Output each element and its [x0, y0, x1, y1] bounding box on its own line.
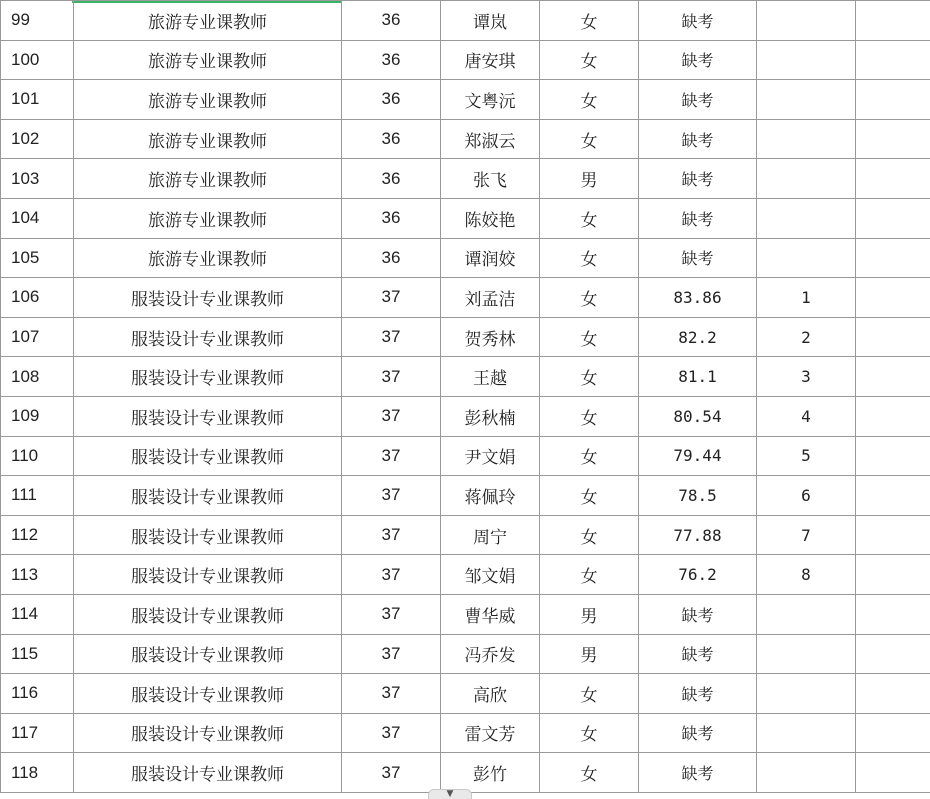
cell-gender[interactable]: 男: [540, 594, 639, 634]
cell-rank[interactable]: 4: [757, 396, 856, 436]
cell-number[interactable]: 105: [1, 238, 74, 278]
cell-group[interactable]: 36: [342, 198, 441, 238]
cell-group[interactable]: 37: [342, 674, 441, 714]
cell-score[interactable]: 缺考: [639, 674, 757, 714]
cell-rank[interactable]: 7: [757, 515, 856, 555]
cell-gender[interactable]: 女: [540, 476, 639, 516]
table-row: [1, 40, 930, 80]
cell-score[interactable]: 缺考: [639, 1, 757, 41]
cell-number[interactable]: 102: [1, 119, 74, 159]
cell-gender[interactable]: 女: [540, 198, 639, 238]
cell-score[interactable]: 82.2: [639, 317, 757, 357]
cell-rank[interactable]: [757, 674, 856, 714]
cell-score[interactable]: 缺考: [639, 198, 757, 238]
cell-gender[interactable]: 女: [540, 515, 639, 555]
cell-number[interactable]: 109: [1, 396, 74, 436]
cell-rank[interactable]: 2: [757, 317, 856, 357]
table-row: [1, 317, 930, 357]
cell-number[interactable]: 108: [1, 357, 74, 397]
cell-gender[interactable]: 女: [540, 238, 639, 278]
cell-position[interactable]: 服装设计专业课教师: [74, 396, 342, 436]
cell-number[interactable]: 110: [1, 436, 74, 476]
cell-number[interactable]: 107: [1, 317, 74, 357]
cell-score[interactable]: 77.88: [639, 515, 757, 555]
cell-rank[interactable]: 3: [757, 357, 856, 397]
cell-rank[interactable]: 1: [757, 278, 856, 318]
cell-position[interactable]: 旅游专业课教师: [74, 80, 342, 120]
table-row: [1, 515, 930, 555]
cell-name[interactable]: 邹文娟: [441, 555, 540, 595]
cell-rank[interactable]: [757, 713, 856, 753]
table-row: [1, 119, 930, 159]
cell-gender[interactable]: 女: [540, 40, 639, 80]
cell-rank[interactable]: [757, 1, 856, 41]
cell-empty[interactable]: [856, 594, 930, 634]
cell-gender[interactable]: 女: [540, 713, 639, 753]
cell-group[interactable]: 37: [342, 317, 441, 357]
cell-group[interactable]: 37: [342, 357, 441, 397]
cell-empty[interactable]: [856, 80, 930, 120]
table-row: [1, 476, 930, 516]
cell-rank[interactable]: [757, 594, 856, 634]
cell-name[interactable]: 王越: [441, 357, 540, 397]
cell-group[interactable]: 37: [342, 436, 441, 476]
cell-number[interactable]: 100: [1, 40, 74, 80]
cell-empty[interactable]: [856, 634, 930, 674]
cell-position[interactable]: 旅游专业课教师: [74, 159, 342, 199]
table-row: [1, 357, 930, 397]
cell-position[interactable]: 旅游专业课教师: [74, 1, 342, 41]
cell-score[interactable]: 缺考: [639, 753, 757, 793]
cell-gender[interactable]: 女: [540, 80, 639, 120]
cell-group[interactable]: 36: [342, 80, 441, 120]
cell-rank[interactable]: [757, 198, 856, 238]
table-row: [1, 674, 930, 714]
cell-empty[interactable]: [856, 1, 930, 41]
cell-name[interactable]: 唐安琪: [441, 40, 540, 80]
cell-rank[interactable]: [757, 753, 856, 793]
cell-name[interactable]: 周宁: [441, 515, 540, 555]
cell-gender[interactable]: 女: [540, 278, 639, 318]
table-row: [1, 555, 930, 595]
cell-score[interactable]: 78.5: [639, 476, 757, 516]
table-row: [1, 278, 930, 318]
table-row: [1, 436, 930, 476]
cell-group[interactable]: 37: [342, 396, 441, 436]
cell-name[interactable]: 陈姣艳: [441, 198, 540, 238]
cell-position[interactable]: 旅游专业课教师: [74, 238, 342, 278]
cell-name[interactable]: 文粤沅: [441, 80, 540, 120]
cell-empty[interactable]: [856, 198, 930, 238]
cell-score[interactable]: 80.54: [639, 396, 757, 436]
table-row: [1, 1, 930, 41]
cell-rank[interactable]: [757, 238, 856, 278]
cell-group[interactable]: 37: [342, 594, 441, 634]
cell-gender[interactable]: 男: [540, 634, 639, 674]
cell-number[interactable]: 115: [1, 634, 74, 674]
cell-name[interactable]: 曹华威: [441, 594, 540, 634]
cell-name[interactable]: 雷文芳: [441, 713, 540, 753]
cell-empty[interactable]: [856, 396, 930, 436]
cell-position[interactable]: 服装设计专业课教师: [74, 357, 342, 397]
cell-name[interactable]: 郑淑云: [441, 119, 540, 159]
table-row: [1, 634, 930, 674]
cell-rank[interactable]: [757, 119, 856, 159]
cell-score[interactable]: 83.86: [639, 278, 757, 318]
cell-group[interactable]: 37: [342, 634, 441, 674]
cell-rank[interactable]: 5: [757, 436, 856, 476]
cell-number[interactable]: 116: [1, 674, 74, 714]
cell-gender[interactable]: 女: [540, 396, 639, 436]
sheet-scroll-toggle[interactable]: [428, 789, 472, 799]
cell-score[interactable]: 缺考: [639, 238, 757, 278]
chevron-down-icon: ▼: [446, 789, 454, 799]
table-row: [1, 594, 930, 634]
cell-empty[interactable]: [856, 555, 930, 595]
cell-position[interactable]: 服装设计专业课教师: [74, 436, 342, 476]
cell-rank[interactable]: [757, 159, 856, 199]
cell-position[interactable]: 服装设计专业课教师: [74, 674, 342, 714]
cell-empty[interactable]: [856, 278, 930, 318]
cell-score[interactable]: 缺考: [639, 159, 757, 199]
cell-group[interactable]: 36: [342, 1, 441, 41]
cell-score[interactable]: 缺考: [639, 80, 757, 120]
cell-empty[interactable]: [856, 436, 930, 476]
cell-name[interactable]: 高欣: [441, 674, 540, 714]
cell-number[interactable]: 118: [1, 753, 74, 793]
cell-name[interactable]: 冯乔发: [441, 634, 540, 674]
cell-number[interactable]: 111: [1, 476, 74, 516]
cell-rank[interactable]: [757, 40, 856, 80]
cell-position[interactable]: 服装设计专业课教师: [74, 278, 342, 318]
cell-number[interactable]: 117: [1, 713, 74, 753]
cell-empty[interactable]: [856, 713, 930, 753]
cell-number[interactable]: 104: [1, 198, 74, 238]
table-row: [1, 159, 930, 199]
cell-position[interactable]: 服装设计专业课教师: [74, 555, 342, 595]
cell-gender[interactable]: 女: [540, 119, 639, 159]
cell-position[interactable]: 旅游专业课教师: [74, 198, 342, 238]
cell-score[interactable]: 缺考: [639, 119, 757, 159]
cell-number[interactable]: 99: [1, 1, 74, 41]
cell-score[interactable]: 79.44: [639, 436, 757, 476]
cell-group[interactable]: 37: [342, 753, 441, 793]
cell-gender[interactable]: 女: [540, 674, 639, 714]
cell-score[interactable]: 缺考: [639, 40, 757, 80]
cell-name[interactable]: 贺秀林: [441, 317, 540, 357]
cell-gender[interactable]: 女: [540, 436, 639, 476]
cell-position[interactable]: 服装设计专业课教师: [74, 476, 342, 516]
cell-position[interactable]: 服装设计专业课教师: [74, 713, 342, 753]
cell-name[interactable]: 彭竹: [441, 753, 540, 793]
cell-name[interactable]: 谭岚: [441, 1, 540, 41]
cell-position[interactable]: 服装设计专业课教师: [74, 634, 342, 674]
table-row: [1, 753, 930, 793]
cell-gender[interactable]: 男: [540, 159, 639, 199]
cell-group[interactable]: 37: [342, 713, 441, 753]
table-row: [1, 80, 930, 120]
cell-group[interactable]: 36: [342, 159, 441, 199]
cell-rank[interactable]: 8: [757, 555, 856, 595]
cell-empty[interactable]: [856, 674, 930, 714]
cell-gender[interactable]: 女: [540, 1, 639, 41]
cell-score[interactable]: 81.1: [639, 357, 757, 397]
cell-position[interactable]: 旅游专业课教师: [74, 119, 342, 159]
table-row: [1, 238, 930, 278]
cell-group[interactable]: 37: [342, 476, 441, 516]
cell-name[interactable]: 尹文娟: [441, 436, 540, 476]
cell-number[interactable]: 101: [1, 80, 74, 120]
cell-number[interactable]: 114: [1, 594, 74, 634]
cell-position[interactable]: 服装设计专业课教师: [74, 515, 342, 555]
cell-empty[interactable]: [856, 476, 930, 516]
cell-empty[interactable]: [856, 317, 930, 357]
cell-empty[interactable]: [856, 159, 930, 199]
cell-name[interactable]: 刘孟洁: [441, 278, 540, 318]
table-row: [1, 713, 930, 753]
cell-gender[interactable]: 女: [540, 555, 639, 595]
cell-position[interactable]: 服装设计专业课教师: [74, 317, 342, 357]
cell-name[interactable]: 彭秋楠: [441, 396, 540, 436]
cell-name[interactable]: 蒋佩玲: [441, 476, 540, 516]
cell-group[interactable]: 36: [342, 119, 441, 159]
cell-group[interactable]: 36: [342, 238, 441, 278]
cell-rank[interactable]: [757, 80, 856, 120]
cell-score[interactable]: 缺考: [639, 634, 757, 674]
cell-empty[interactable]: [856, 753, 930, 793]
cell-empty[interactable]: [856, 515, 930, 555]
cell-rank[interactable]: [757, 634, 856, 674]
cell-empty[interactable]: [856, 119, 930, 159]
cell-group[interactable]: 37: [342, 278, 441, 318]
cell-empty[interactable]: [856, 238, 930, 278]
table-row: [1, 198, 930, 238]
cell-rank[interactable]: 6: [757, 476, 856, 516]
cell-empty[interactable]: [856, 40, 930, 80]
cell-gender[interactable]: 女: [540, 317, 639, 357]
cell-gender[interactable]: 女: [540, 753, 639, 793]
cell-number[interactable]: 113: [1, 555, 74, 595]
cell-number[interactable]: 103: [1, 159, 74, 199]
cell-score[interactable]: 缺考: [639, 594, 757, 634]
table-row: [1, 396, 930, 436]
cell-score[interactable]: 76.2: [639, 555, 757, 595]
cell-group[interactable]: 37: [342, 515, 441, 555]
cell-name[interactable]: 谭润姣: [441, 238, 540, 278]
cell-score[interactable]: 缺考: [639, 713, 757, 753]
cell-number[interactable]: 106: [1, 278, 74, 318]
cell-name[interactable]: 张飞: [441, 159, 540, 199]
cell-group[interactable]: 36: [342, 40, 441, 80]
cell-group[interactable]: 37: [342, 555, 441, 595]
cell-number[interactable]: 112: [1, 515, 74, 555]
cell-position[interactable]: 服装设计专业课教师: [74, 594, 342, 634]
cell-gender[interactable]: 女: [540, 357, 639, 397]
cell-empty[interactable]: [856, 357, 930, 397]
cell-position[interactable]: 服装设计专业课教师: [74, 753, 342, 793]
cell-position[interactable]: 旅游专业课教师: [74, 40, 342, 80]
